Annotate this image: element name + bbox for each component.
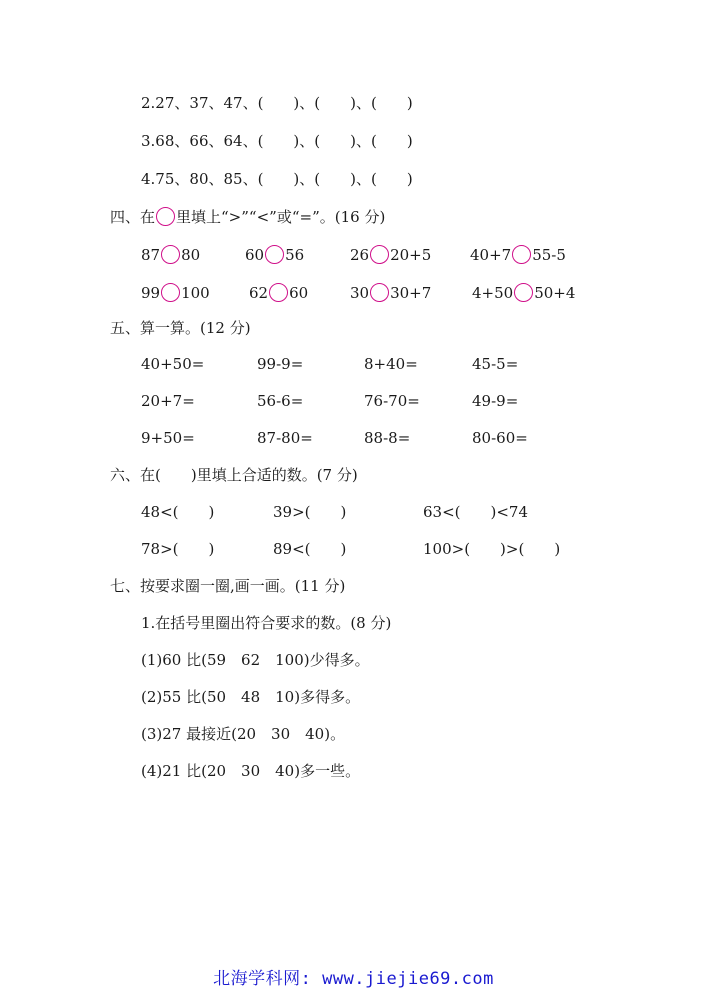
circle-question: (2)55 比(50 48 10)多得多。	[141, 688, 361, 706]
compare-circle[interactable]	[265, 245, 284, 264]
compare-item: 4+50 50+4	[472, 284, 576, 302]
calc-item: 76-70=	[364, 392, 420, 410]
compare-circle[interactable]	[514, 283, 533, 302]
section7-subheading: 1.在括号里圈出符合要求的数。(8 分)	[141, 614, 392, 632]
calc-item: 20+7=	[141, 392, 195, 410]
calc-item: 99-9=	[257, 355, 304, 373]
compare-item: 40+7 55-5	[470, 246, 566, 264]
fill-item: 100>( )>( )	[423, 540, 561, 558]
compare-circle[interactable]	[161, 283, 180, 302]
circle-question: (3)27 最接近(20 30 40)。	[141, 725, 346, 743]
section4-heading: 四、在 里填上“>”“<”或“=”。(16 分)	[110, 208, 386, 226]
calc-item: 45-5=	[472, 355, 519, 373]
calc-item: 9+50=	[141, 429, 195, 447]
sequence-3: 3.68、66、64、( )、( )、( )	[141, 132, 413, 150]
compare-item: 60 56	[245, 246, 305, 264]
calc-item: 8+40=	[364, 355, 418, 373]
sequence-4: 4.75、80、85、( )、( )、( )	[141, 170, 413, 188]
footer-watermark: 北海学科网: www.jiejie69.com	[213, 969, 494, 989]
compare-item: 26 20+5	[350, 246, 432, 264]
compare-circle[interactable]	[370, 245, 389, 264]
section7-heading: 七、按要求圈一圈,画一画。(11 分)	[110, 577, 346, 595]
calc-item: 80-60=	[472, 429, 528, 447]
calc-item: 88-8=	[364, 429, 411, 447]
circle-question: (4)21 比(20 30 40)多一些。	[141, 762, 361, 780]
circle-icon	[156, 207, 175, 226]
compare-circle[interactable]	[269, 283, 288, 302]
compare-item: 30 30+7	[350, 284, 432, 302]
compare-item: 99 100	[141, 284, 210, 302]
calc-item: 49-9=	[472, 392, 519, 410]
calc-item: 87-80=	[257, 429, 313, 447]
compare-circle[interactable]	[161, 245, 180, 264]
fill-item: 39>( )	[273, 503, 347, 521]
calc-item: 56-6=	[257, 392, 304, 410]
sequence-2: 2.27、37、47、( )、( )、( )	[141, 94, 413, 112]
compare-circle[interactable]	[512, 245, 531, 264]
circle-question: (1)60 比(59 62 100)少得多。	[141, 651, 370, 669]
compare-item: 87 80	[141, 246, 201, 264]
fill-item: 63<( )<74	[423, 503, 529, 521]
fill-item: 78>( )	[141, 540, 215, 558]
calc-item: 40+50=	[141, 355, 205, 373]
fill-item: 89<( )	[273, 540, 347, 558]
compare-item: 62 60	[249, 284, 309, 302]
fill-item: 48<( )	[141, 503, 215, 521]
section5-heading: 五、算一算。(12 分)	[110, 319, 251, 337]
compare-circle[interactable]	[370, 283, 389, 302]
section6-heading: 六、在( )里填上合适的数。(7 分)	[110, 466, 358, 484]
